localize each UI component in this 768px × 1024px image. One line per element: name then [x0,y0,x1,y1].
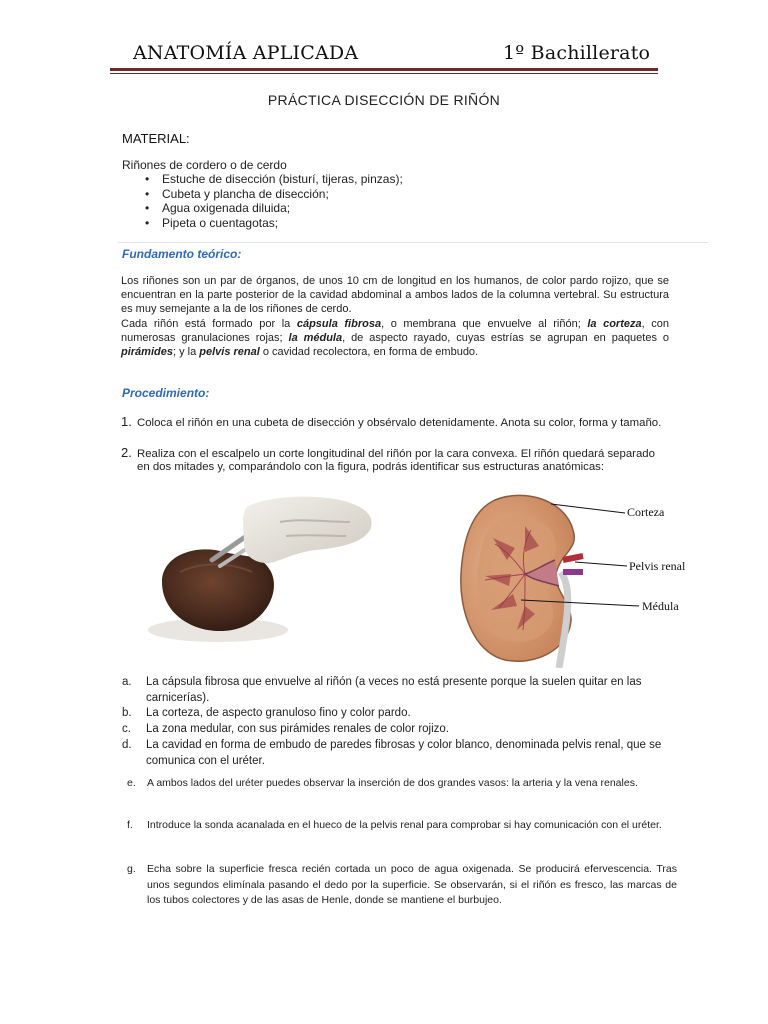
text-run: o cavidad recolectora, en forma de embudo. [259,346,479,359]
term-pelvis-renal: pelvis renal [199,346,260,359]
list-item: • Pipeta o cuentagotas; [145,216,403,231]
list-key: d. [122,739,132,751]
header-course: 1º Bachillerato [503,42,651,64]
list-key: e. [127,777,136,789]
list-text: Echa sobre la superficie fresca recién cortada un poco de agua oxigenada. Se producirá efervescencia. Tras unos segundos elimínala pasando el dedo por la superficie. Se observarán, si el riñón es fresco, las marcas de los tubos colectores y de las asas de Henle, donde se mantiene el burbujeo. [147,863,677,906]
text-run: ; y la [172,346,200,359]
text-run: , con numerosas granulaciones rojas; [121,318,669,345]
term-capsula-fibrosa: cápsula fibrosa [296,318,382,330]
list-item-f [122,818,677,834]
list-text: A ambos lados del uréter puedes observar la inserción de dos grandes vasos: la arteria y la vena renales. [147,777,638,789]
list-item: • Cubeta y plancha de disección; [145,187,403,202]
label-corteza: Corteza [627,505,665,519]
list-text: La zona medular, con sus pirámides renales de color rojizo. [146,723,449,735]
text-run: , o membrana que envuelve al riñón; [381,318,588,330]
header-subject: ANATOMÍA APLICADA [133,42,359,64]
list-key: g. [127,863,136,875]
kidney-diagram [455,490,705,668]
section-divider [118,242,708,243]
procedimiento-heading: Procedimiento: [122,386,210,400]
step-text: Coloca el riñón en una cubeta de disección y obsérvalo detenidamente. Anota su color, forma y tamaño. [137,417,662,429]
material-heading: MATERIAL: [122,131,190,146]
text-run: Cada riñón está formado por la [121,318,297,330]
list-key: b. [122,707,132,719]
list-item: • Agua oxigenada diluida; [145,201,403,216]
list-item-e [122,776,677,792]
header-rule-thick [110,68,658,71]
list-item: • Estuche de disección (bisturí, tijeras, pinzas); [145,172,403,187]
material-lead: Riñones de cordero o de cerdo [122,158,287,172]
text-run: , de aspecto rayado, cuyas estrías se agrupan en paquetes o [342,332,669,345]
label-medula: Médula [642,599,679,613]
step-2-continued: en dos mitades y, comparándolo con la figura, podrás identificar sus estructuras anatómicas: [137,461,605,473]
list-item-d [122,738,677,769]
label-pelvis-renal: Pelvis renal [629,559,686,573]
list-text: La corteza, de aspecto granuloso fino y color pardo. [146,707,411,719]
list-key: a. [122,676,132,688]
term-corteza: la corteza [587,318,642,330]
list-item-b [122,706,677,722]
material-list [145,172,403,230]
step-number: 2. [121,445,132,460]
fundamento-paragraph-2 [121,317,669,360]
list-text: Introduce la sonda acanalada en el hueco de la pelvis renal para comprobar si hay comunicación con el uréter. [147,819,662,831]
list-text: La cavidad en forma de embudo de paredes fibrosas y color blanco, denominada pelvis renal, que se comunica con el uréter. [146,739,662,767]
step-1 [121,415,681,431]
header-rule-thin [110,73,658,74]
step-text: Realiza con el escalpelo un corte longitudinal del riñón por la cara convexa. El riñón quedará separado [137,448,655,460]
list-key: f. [127,819,133,831]
list-text: La cápsula fibrosa que envuelve al riñón (a veces no está presente porque la suelen quitar en las carnicerías). [146,676,642,704]
step-number: 1. [121,414,132,429]
dissection-photo [140,492,380,648]
list-item-g [122,862,677,909]
list-item-a [122,675,677,706]
fundamento-paragraph-1: Los riñones son un par de órganos, de unos 10 cm de longitud en los humanos, de color pardo rojizo, que se encuentran en la parte posterior de la cavidad abdominal a ambos lados de la columna vertebral. Su estructura es muy semejante a la de los riñones de cerdo. [121,275,669,316]
list-item-c [122,722,677,738]
term-medula: la médula [288,332,343,345]
step-2 [121,446,681,462]
page-title: PRÁCTICA DISECCIÓN DE RIÑÓN [267,92,501,108]
fundamento-heading: Fundamento teórico: [122,247,242,261]
term-piramides: pirámides [121,346,173,359]
list-key: c. [122,723,131,735]
